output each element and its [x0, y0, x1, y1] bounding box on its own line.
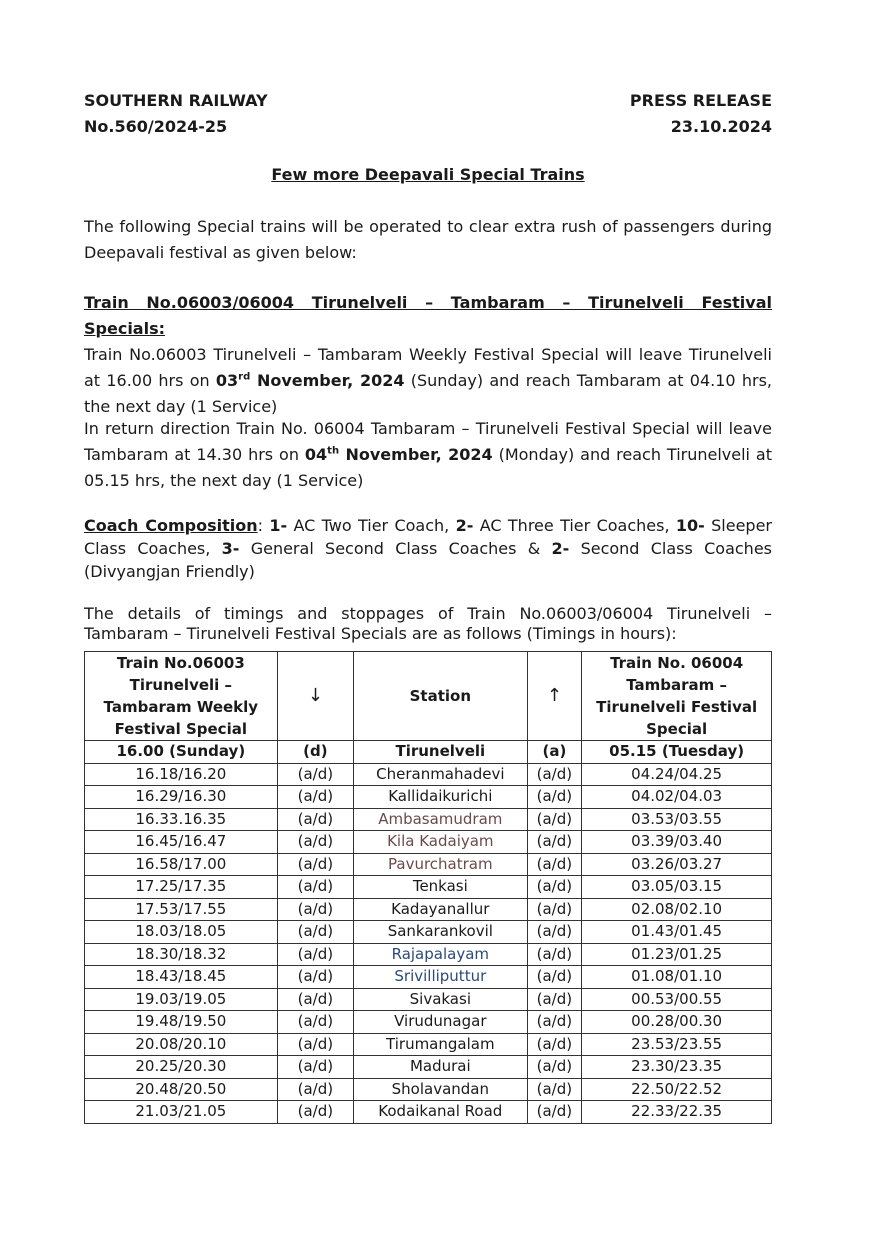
- cell-ad: (a/d): [277, 1011, 353, 1034]
- table-row: [85, 943, 772, 966]
- cell-06003-time: 20.48/20.50: [85, 1078, 278, 1101]
- cell-06003-time: 19.48/19.50: [85, 1011, 278, 1034]
- outbound-text-b: (Sunday) and reach Tambaram at 04.10 hrs, the next day (1 Service): [84, 371, 772, 416]
- details-paragraph: The details of timings and stoppages of Train No.06003/06004 Tirunelveli – Tambaram – Tirunelveli Festival Specials are as follows (Timings in hours):: [84, 604, 772, 643]
- cell-ad: (a/d): [527, 966, 582, 989]
- cell-ad: (a/d): [527, 943, 582, 966]
- cell-06004-time: 01.43/01.45: [582, 921, 772, 944]
- cell-ad: (a/d): [277, 876, 353, 899]
- cell-ad: (a/d): [277, 808, 353, 831]
- timetable: [84, 651, 772, 1124]
- table-row: [85, 988, 772, 1011]
- cell-06003-time: 21.03/21.05: [85, 1101, 278, 1124]
- release-date: 23.10.2024: [670, 117, 772, 136]
- cell-06003-time: 17.53/17.55: [85, 898, 278, 921]
- cell-ad: (a/d): [277, 966, 353, 989]
- table-row: [85, 763, 772, 786]
- table-row: [85, 1011, 772, 1034]
- cell-06003-time: 18.03/18.05: [85, 921, 278, 944]
- reference-number: No.560/2024-25: [84, 117, 228, 136]
- cell-ad: (a/d): [527, 1056, 582, 1079]
- cell-06003-time: 18.43/18.45: [85, 966, 278, 989]
- org-name: SOUTHERN RAILWAY: [84, 91, 268, 110]
- cell-06003-time: 16.29/16.30: [85, 786, 278, 809]
- cell-station: Pavurchatram: [354, 853, 527, 876]
- train-heading: Train No.06003/06004 Tirunelveli – Tambaram – Tirunelveli Festival Specials:: [84, 293, 772, 338]
- page-title: Few more Deepavali Special Trains: [271, 165, 585, 184]
- cell-station: Sivakasi: [354, 988, 527, 1011]
- cell-ad: (a/d): [277, 763, 353, 786]
- cell-ad: (a/d): [527, 808, 582, 831]
- table-row-origin: [85, 741, 772, 764]
- cell-station: Virudunagar: [354, 1011, 527, 1034]
- cell-ad: (a/d): [527, 1101, 582, 1124]
- cell-ad: (a/d): [527, 763, 582, 786]
- cell-ad: (a/d): [277, 831, 353, 854]
- table-row: [85, 876, 772, 899]
- cell-ad: (a/d): [527, 1078, 582, 1101]
- table-row: [85, 921, 772, 944]
- cell-station: Cheranmahadevi: [354, 763, 527, 786]
- cell-ad: (a/d): [527, 1011, 582, 1034]
- cell-ad: (a/d): [527, 876, 582, 899]
- table-row: [85, 1056, 772, 1079]
- table-row: [85, 1033, 772, 1056]
- cell-ad: (a/d): [277, 1056, 353, 1079]
- table-row: [85, 898, 772, 921]
- cell-06004-ad: (a): [527, 741, 582, 764]
- header-right: [630, 88, 772, 140]
- cell-06004-time: 02.08/02.10: [582, 898, 772, 921]
- table-header-row: [85, 652, 772, 741]
- cell-06003-time: 18.30/18.32: [85, 943, 278, 966]
- cell-station: Kodaikanal Road: [354, 1101, 527, 1124]
- cell-06003-time: 16.18/16.20: [85, 763, 278, 786]
- cell-ad: (a/d): [277, 943, 353, 966]
- cell-station: Sholavandan: [354, 1078, 527, 1101]
- cell-06004-time: 03.53/03.55: [582, 808, 772, 831]
- outbound-text-a: Train No.06003 Tirunelveli – Tambaram Weekly Festival Special will leave Tirunelveli at 16.00 hrs on: [84, 345, 772, 390]
- table-row: [85, 853, 772, 876]
- cell-06003-time: 17.25/17.35: [85, 876, 278, 899]
- cell-06004-time: 22.50/22.52: [582, 1078, 772, 1101]
- cell-06004-time: 04.24/04.25: [582, 763, 772, 786]
- cell-station: Madurai: [354, 1056, 527, 1079]
- header-station: Station: [354, 652, 527, 741]
- outbound-date: 03rd November, 2024: [215, 371, 405, 390]
- header-left: [84, 88, 268, 140]
- cell-station: Kadayanallur: [354, 898, 527, 921]
- cell-06004-time: 23.30/23.35: [582, 1056, 772, 1079]
- cell-ad: (a/d): [277, 1078, 353, 1101]
- cell-06004-time: 03.05/03.15: [582, 876, 772, 899]
- cell-06004-time: 03.39/03.40: [582, 831, 772, 854]
- cell-station: Sankarankovil: [354, 921, 527, 944]
- cell-06003-ad: (d): [277, 741, 353, 764]
- table-row: [85, 831, 772, 854]
- cell-ad: (a/d): [277, 898, 353, 921]
- cell-ad: (a/d): [527, 1033, 582, 1056]
- cell-06004-time: 01.23/01.25: [582, 943, 772, 966]
- return-paragraph: [84, 416, 772, 494]
- coach-composition: Coach Composition: 1- AC Two Tier Coach, 2- AC Three Tier Coaches, 10- Sleeper Class Coaches, 3- General Second Class Coaches & 2- Second Class Coaches (Divyangjan Friendly): [84, 516, 773, 581]
- table-row: [85, 966, 772, 989]
- cell-ad: (a/d): [277, 921, 353, 944]
- cell-ad: (a/d): [527, 831, 582, 854]
- table-row: [85, 808, 772, 831]
- cell-station: Ambasamudram: [354, 808, 527, 831]
- cell-ad: (a/d): [527, 988, 582, 1011]
- cell-ad: (a/d): [277, 1033, 353, 1056]
- intro-paragraph: The following Special trains will be operated to clear extra rush of passengers during Deepavali festival as given below:: [84, 217, 772, 262]
- cell-06003-time: 16.33.16.35: [85, 808, 278, 831]
- header-train-06004: Train No. 06004 Tambaram – Tirunelveli Festival Special: [582, 652, 772, 741]
- outbound-paragraph: [84, 290, 772, 420]
- cell-06003-time: 20.25/20.30: [85, 1056, 278, 1079]
- cell-06003-time: 16.45/16.47: [85, 831, 278, 854]
- cell-ad: (a/d): [527, 921, 582, 944]
- return-date: 04th November, 2024: [304, 445, 493, 464]
- up-arrow-icon: ↑: [527, 652, 582, 741]
- cell-06004-time: 03.26/03.27: [582, 853, 772, 876]
- cell-station: Kallidaikurichi: [354, 786, 527, 809]
- cell-06003-time: 16.58/17.00: [85, 853, 278, 876]
- cell-06003-time: 20.08/20.10: [85, 1033, 278, 1056]
- cell-station: Rajapalayam: [354, 943, 527, 966]
- cell-ad: (a/d): [527, 786, 582, 809]
- header-train-06003: Train No.06003 Tirunelveli – Tambaram Weekly Festival Special: [85, 652, 278, 741]
- cell-station: Srivilliputtur: [354, 966, 527, 989]
- cell-ad: (a/d): [527, 898, 582, 921]
- document-type: PRESS RELEASE: [629, 91, 772, 110]
- cell-station: Kila Kadaiyam: [354, 831, 527, 854]
- coach-label: Coach Composition: [84, 516, 258, 535]
- cell-06004-time: 05.15 (Tuesday): [582, 741, 772, 764]
- cell-ad: (a/d): [277, 1101, 353, 1124]
- cell-06004-time: 23.53/23.55: [582, 1033, 772, 1056]
- cell-station: Tenkasi: [354, 876, 527, 899]
- cell-station: Tirunelveli: [354, 741, 527, 764]
- cell-ad: (a/d): [277, 786, 353, 809]
- return-text-a: In return direction Train No. 06004 Tambaram – Tirunelveli Festival Special will leave Tambaram at 14.30 hrs on: [84, 419, 772, 464]
- down-arrow-icon: ↓: [277, 652, 353, 741]
- cell-06004-time: 01.08/01.10: [582, 966, 772, 989]
- table-row: [85, 1078, 772, 1101]
- cell-06004-time: 04.02/04.03: [582, 786, 772, 809]
- cell-station: Tirumangalam: [354, 1033, 527, 1056]
- table-row: [85, 1101, 772, 1124]
- cell-06003-time: 19.03/19.05: [85, 988, 278, 1011]
- cell-ad: (a/d): [527, 853, 582, 876]
- cell-06004-time: 00.28/00.30: [582, 1011, 772, 1034]
- cell-ad: (a/d): [277, 988, 353, 1011]
- cell-06003-time: 16.00 (Sunday): [85, 741, 278, 764]
- return-text-b: (Monday) and reach Tirunelveli at 05.15 hrs, the next day (1 Service): [84, 445, 772, 490]
- cell-06004-time: 00.53/00.55: [582, 988, 772, 1011]
- cell-ad: (a/d): [277, 853, 353, 876]
- table-row: [85, 786, 772, 809]
- cell-06004-time: 22.33/22.35: [582, 1101, 772, 1124]
